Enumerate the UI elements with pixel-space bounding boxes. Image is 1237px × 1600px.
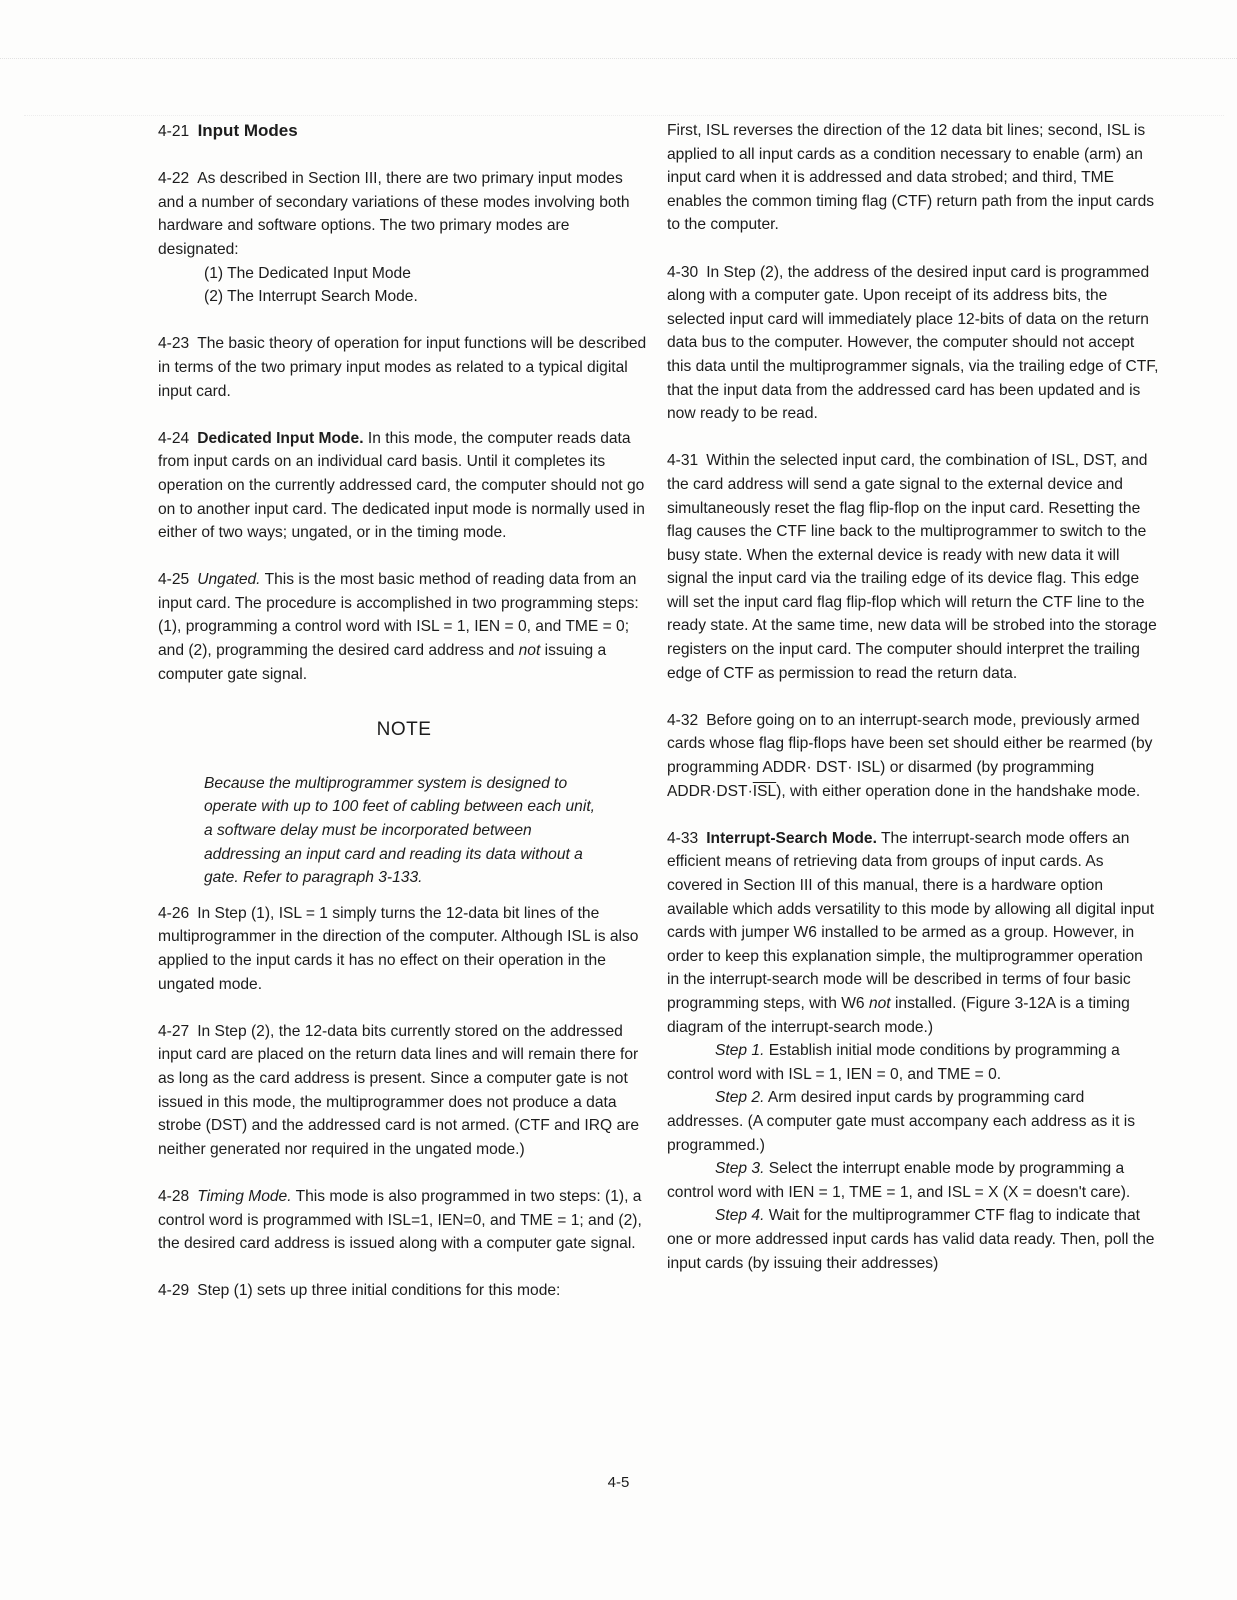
paragraph-number: 4-22 (158, 170, 190, 188)
paragraph-4-31 (667, 449, 1159, 685)
paragraph-text: The basic theory of operation for input functions will be described in terms of the two primary input modes as related to a typical digital input card. (158, 335, 647, 400)
step-text: Establish initial mode conditions by programming a control word with ISL = 1, IEN = 0, and TME = 0. (667, 1042, 1120, 1083)
paragraph-number: 4-23 (158, 335, 190, 353)
paragraph-4-23 (158, 332, 650, 403)
paragraph-4-29-continued (667, 119, 1159, 237)
paragraph-text: In Step (2), the 12-data bits currently stored on the addressed input card are placed on the return data lines and will remain there for as long as the card address is present. Since a computer gate is not issued in this mode, the multiprogrammer does not produce a data strobe (DST) and the addressed card is not armed. (CTF and IRQ are neither generated nor required in the ungated mode.) (158, 1022, 640, 1158)
scan-artifact-rule (24, 115, 1224, 116)
paragraph-number: 4-30 (667, 263, 699, 281)
overbar-signal: $\overline{ISL}$ (752, 782, 777, 800)
paragraph-4-33 (667, 827, 1159, 1275)
paragraph-number: 4-31 (667, 452, 699, 470)
step-text: Arm desired input cards by programming card addresses. (A computer gate must accompany each address as it is programmed.) (667, 1089, 1136, 1154)
paragraph-text: Within the selected input card, the combination of ISL, DST, and the card address will send a gate signal to the external device and simultaneously reset the flag flip-flop on the input card. Resetting the flag causes the CTF line back to the multiprogrammer to switch to the busy state. When the external device is ready with new data it will signal the input card via the trailing edge of its device flag. This edge will set the input card flag flip-flop which will return the CTF line to the ready state. At the same time, new data will be strobed into the storage registers on the input card. The computer should interpret the trailing edge of CTF as permission to read the return data. (667, 452, 1157, 682)
paragraph-number: 4-25 (158, 571, 190, 589)
page-number: 4-5 (607, 1474, 630, 1491)
run-in-heading: Ungated. (197, 571, 261, 589)
paragraph-text: ), with either operation done in the handshake mode. (776, 782, 1141, 800)
paragraph-4-25 (158, 568, 650, 686)
paragraph-number: 4-29 (158, 1282, 190, 1300)
paragraph-number: 4-26 (158, 904, 190, 922)
step-text: Wait for the multiprogrammer CTF flag to indicate that one or more addressed input cards has valid data ready. Then, poll the input cards (by issuing their addresses) (667, 1207, 1155, 1272)
paragraph-number: 4-32 (667, 711, 699, 729)
step-item (667, 1204, 1159, 1275)
paragraph-text: In Step (2), the address of the desired input card is programmed along with a computer gate. Upon receipt of its address bits, the selected input card will immediately place 12-bits of data on the return data bus to the computer. However, the computer should not accept this data until the multiprogrammer signals, via the trailing edge of CTF, that the input data from the addressed card has been updated and is now ready to be read. (667, 263, 1159, 423)
note-heading: NOTE (376, 719, 432, 741)
paragraph-4-32 (667, 709, 1159, 803)
paragraph-text: Step (1) sets up three initial conditions for this mode: (197, 1282, 561, 1300)
paragraph-text: First, ISL reverses the direction of the 12 data bit lines; second, ISL is applied to all input cards as a condition necessary to enable (arm) an input card when it is addressed and data strobed; and third, TME enables the common timing flag (CTF) return path from the input cards to the computer. (667, 122, 1155, 234)
step-label: Step 2. (715, 1089, 765, 1107)
section-heading-4-21 (158, 119, 650, 144)
paragraph-4-29 (158, 1279, 650, 1303)
paragraph-text: This mode is also programmed in two steps: (1), a control word is programmed with ISL=1, IEN=0, and TME = 1; and (2), the desired card address is issued along with a computer gate signal. (158, 1187, 642, 1253)
emphasis: not (868, 994, 891, 1012)
paragraph-text: In this mode, the computer reads data from input cards on an individual card basis. Until it completes its operation on the currently addressed card, the computer should not go on to another input card. The dedicated input mode is normally used in either of two ways; ungated, or in the timing mode. (158, 429, 645, 542)
paragraph-text: Before going on to an interrupt-search mode, previously armed cards whose flag flip-flops have been set should either be rearmed (by programming ADDR· DST· ISL) or disarmed (by programming ADDR·DST· (667, 711, 1153, 800)
run-in-heading: Dedicated Input Mode. (197, 429, 364, 447)
right-column (667, 119, 1159, 1275)
paragraph-text: The interrupt-search mode offers an efficient means of retrieving data from groups of input cards. As covered in Section III of this manual, there is a hardware option available which adds versatility to this mode by allowing all digital input cards with jumper W6 installed to be armed as a group. However, in order to keep this explanation simple, the multiprogrammer operation in the interrupt-search mode will be described in terms of four basic programming steps, with W6 (667, 829, 1155, 1012)
step-label: Step 1. (715, 1042, 765, 1060)
list-item: (1) The Dedicated Input Mode (204, 264, 411, 282)
run-in-heading: Timing Mode. (197, 1187, 292, 1205)
paragraph-number: 4-27 (158, 1022, 190, 1040)
paragraph-number: 4-33 (667, 829, 699, 847)
step-item (667, 1157, 1159, 1204)
paragraph-4-27 (158, 1020, 650, 1162)
paragraph-text: As described in Section III, there are two primary input modes and a number of secondary variations of these modes involving both hardware and software options. The two primary modes are designated: (158, 170, 630, 258)
paragraph-4-28 (158, 1185, 650, 1256)
paragraph-4-26 (158, 902, 650, 996)
paragraph-number: 4-24 (158, 429, 190, 447)
emphasis: not (518, 642, 541, 660)
paragraph-text: In Step (1), ISL = 1 simply turns the 12-data bit lines of the multiprogrammer in the direction of the computer. Although ISL is also applied to the input cards it has no effect on their operation in the ungated mode. (158, 904, 639, 993)
note-text: Because the multiprogrammer system is designed to operate with up to 100 feet of cabling between each unit, a software delay must be incorporated between addressing an input card and reading its data without a gate. Refer to paragraph 3-133. (204, 774, 595, 887)
step-item (667, 1039, 1159, 1086)
run-in-heading: Interrupt-Search Mode. (706, 829, 877, 847)
list-item: (2) The Interrupt Search Mode. (204, 288, 418, 306)
step-text: Select the interrupt enable mode by programming a control word with IEN = 1, TME = 1, and ISL = X (X = doesn't care). (667, 1160, 1131, 1201)
section-title: Input Modes (197, 121, 298, 140)
paragraph-text: issuing a computer gate signal. (158, 642, 607, 683)
paragraph-text: installed. (Figure 3-12A is a timing diagram of the interrupt-search mode.) (667, 994, 1130, 1036)
paragraph-4-24 (158, 427, 650, 545)
step-item (667, 1086, 1159, 1157)
scan-artifact-top (0, 58, 1237, 59)
paragraph-number: 4-21 (158, 123, 190, 140)
paragraph-number: 4-28 (158, 1187, 190, 1205)
step-label: Step 4. (715, 1207, 765, 1225)
paragraph-4-30 (667, 261, 1159, 426)
paragraph-text: This is the most basic method of reading data from an input card. The procedure is accomplished in two programming steps: (1), programming a control word with ISL = 1, IEN = 0, and TME = 0; and (2), programming the desired card address and (158, 571, 639, 660)
left-column (158, 119, 650, 1303)
paragraph-4-22 (158, 167, 650, 309)
step-label: Step 3. (715, 1160, 765, 1178)
